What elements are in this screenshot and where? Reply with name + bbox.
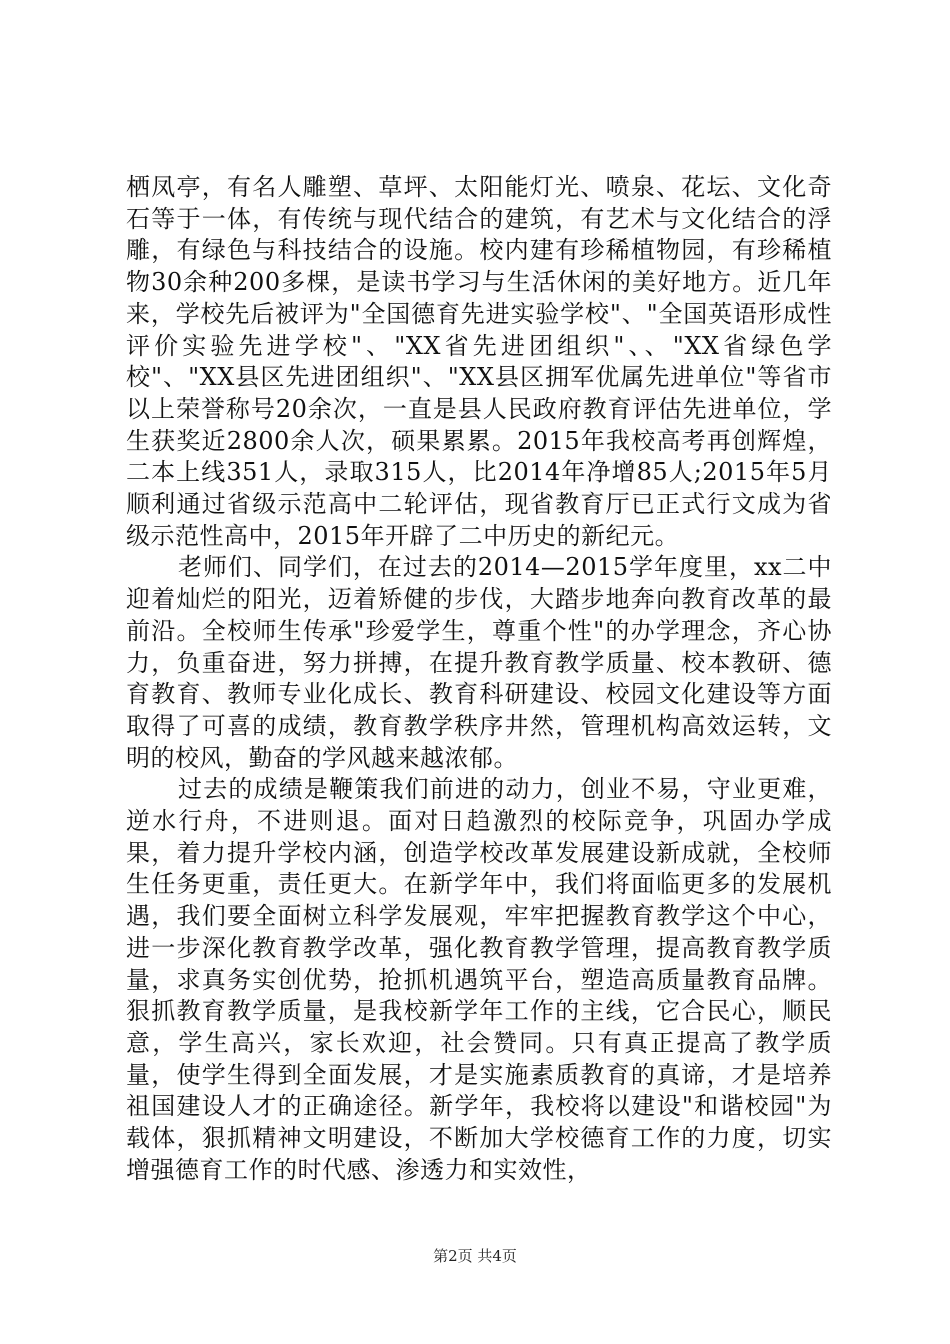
paragraph-3: 过去的成绩是鞭策我们前进的动力，创业不易，守业更难，逆水行舟，不进则退。面对日趋激烈的校际竞争，巩固办学成果，着力提升学校内涵，创造学校改革发展建设新成就，全校师生任务更重，责任更大。在新学年中，我们将面临更多的发展机遇，我们要全面树立科学发展观，牢牢把握教育教学这个中心，进一步深化教育教学改革，强化教育教学管理，提高教育教学质量，求真务实创优势，抢抓机遇筑平台，塑造高质量教育品牌。狠抓教育教学质量，是我校新学年工作的主线，它合民心，顺民意，学生高兴，家长欢迎，社会赞同。只有真正提高了教学质量，使学生得到全面发展，才是实施素质教育的真谛，才是培养祖国建设人才的正确途径。新学年，我校将以建设"和谐校园"为载体，狠抓精神文明建设，不断加大学校德育工作的力度，切实增强德育工作的时代感、渗透力和实效性，: [126, 775, 832, 1184]
paragraph-2: 老师们、同学们，在过去的2014—2015学年度里，xx二中迎着灿烂的阳光，迈着矫健的步伐，大踏步地奔向教育改革的最前沿。全校师生传承"珍爱学生，尊重个性"的办学理念，齐心协力，负重奋进，努力拼搏，在提升教育教学质量、校本教研、德育教育、教师专业化成长、教育科研建设、校园文化建设等方面取得了可喜的成绩，教育教学秩序井然，管理机构高效运转，文明的校风，勤奋的学风越来越浓郁。: [126, 553, 832, 772]
page-number-footer: 第2页 共4页: [433, 1247, 517, 1265]
body-text: [126, 172, 832, 1187]
paragraph-1: 栖凤亭，有名人雕塑、草坪、太阳能灯光、喷泉、花坛、文化奇石等于一体，有传统与现代结合的建筑，有艺术与文化结合的浮雕，有绿色与科技结合的设施。校内建有珍稀植物园，有珍稀植物30余种200多棵，是读书学习与生活休闲的美好地方。近几年来，学校先后被评为"全国德育先进实验学校"、"全国英语形成性评价实验先进学校"、"XX省先进团组织"、、"XX省绿色学校"、"XX县区先进团组织"、"XX县区拥军优属先进单位"等省市以上荣誉称号20余次，一直是县人民政府教育评估先进单位，学生获奖近2800余人次，硕果累累。2015年我校高考再创辉煌，二本上线351人，录取315人，比2014年净增85人;2015年5月顺利通过省级示范高中二轮评估，现省教育厅已正式行文成为省级示范性高中，2015年开辟了二中历史的新纪元。: [126, 173, 832, 550]
